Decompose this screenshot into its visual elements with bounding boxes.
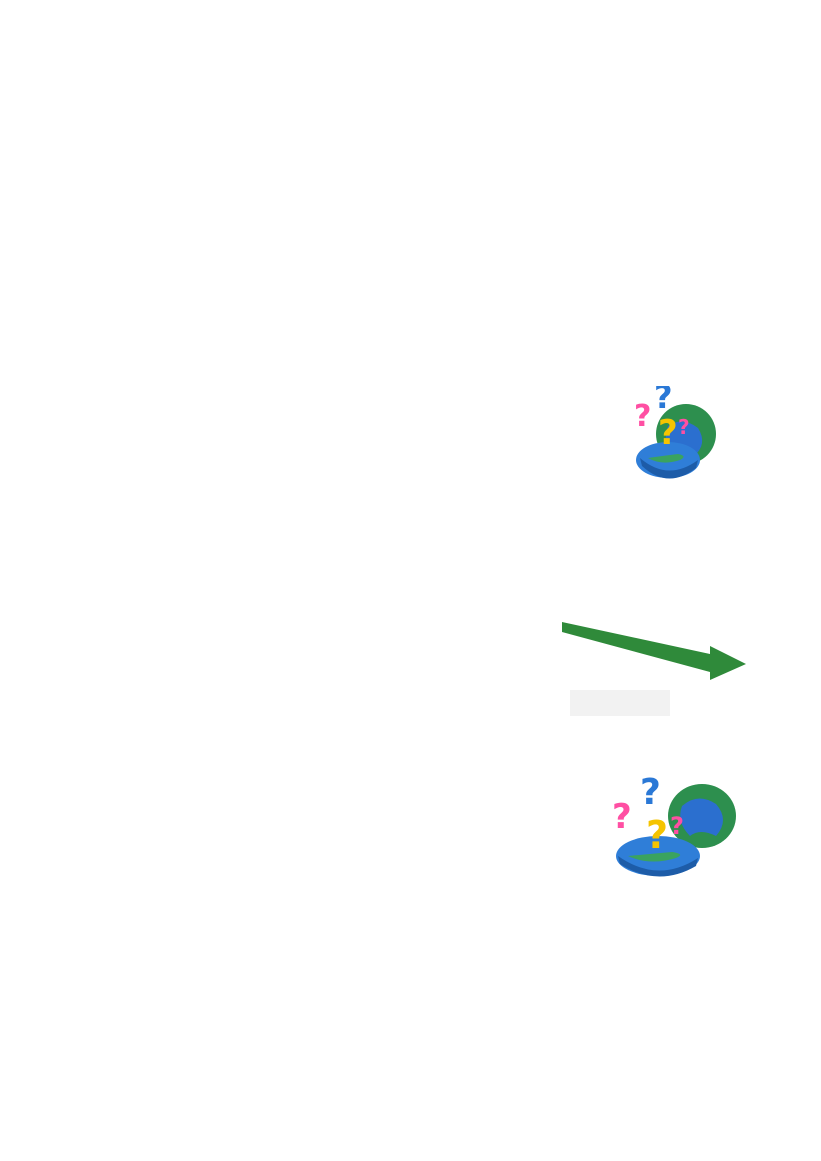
kids-border-top <box>0 0 821 52</box>
svg-text:?: ? <box>678 415 690 439</box>
worksheet-page <box>62 52 757 1105</box>
svg-text:?: ? <box>670 812 684 840</box>
kids-border-bottom <box>0 1105 821 1161</box>
globe-question-icon <box>628 386 724 486</box>
svg-text:?: ? <box>658 413 678 453</box>
kids-border-left <box>0 40 62 1120</box>
kids-border-right <box>757 40 821 1120</box>
globe-question-icon <box>606 776 740 882</box>
svg-text:?: ? <box>654 386 673 416</box>
svg-text:?: ? <box>634 399 652 434</box>
svg-text:?: ? <box>612 797 632 837</box>
svg-text:?: ? <box>646 813 669 857</box>
svg-text:?: ? <box>640 776 661 813</box>
questions-answers-banner <box>560 618 750 728</box>
